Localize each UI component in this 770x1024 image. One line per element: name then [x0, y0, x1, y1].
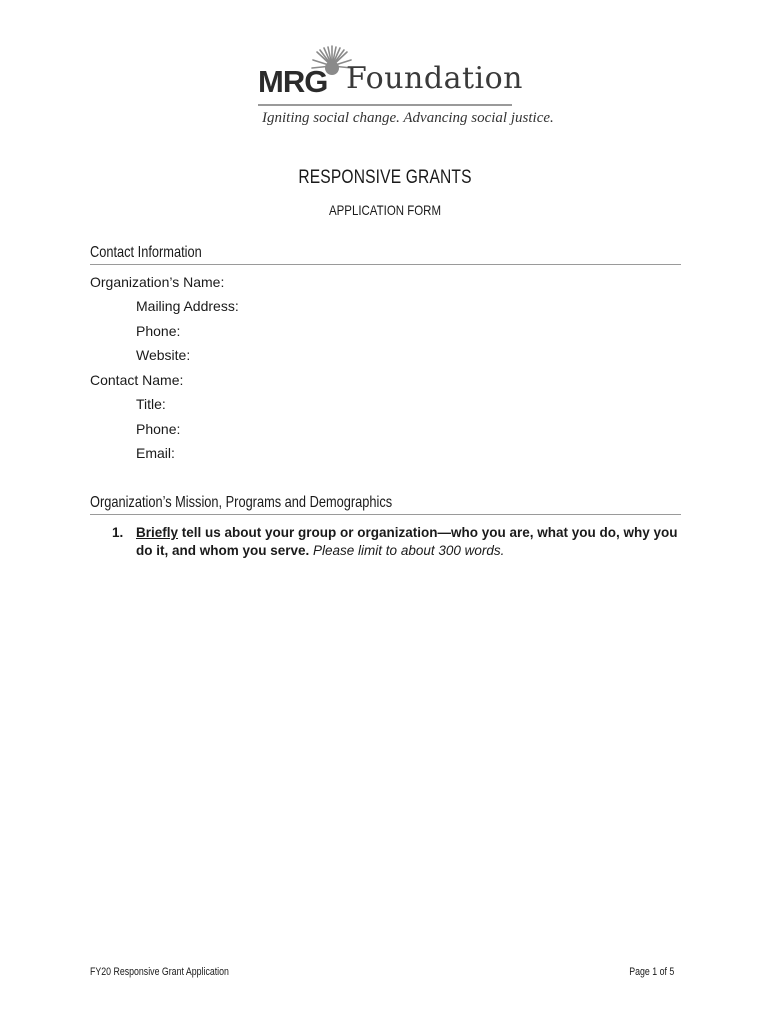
- footer-left: [90, 966, 264, 978]
- footer-page-text: Page 1 of 5: [628, 966, 674, 978]
- logo-divider: [258, 104, 512, 106]
- question-lead: Briefly: [136, 525, 179, 540]
- contact-name-label: Contact Name:: [90, 372, 184, 388]
- contact-phone-label: Phone:: [136, 421, 181, 437]
- contact-section-heading: [90, 244, 681, 265]
- document-title: RESPONSIVE GRANTS: [298, 167, 472, 188]
- title-label: Title:: [136, 396, 166, 412]
- org-name-label: Organization’s Name:: [90, 274, 225, 290]
- logo-brand: MRG: [258, 64, 328, 99]
- email-label: Email:: [136, 445, 175, 461]
- document-subtitle: APPLICATION FORM: [328, 202, 442, 218]
- website-label: Website:: [136, 347, 191, 363]
- mission-section-heading: [90, 494, 681, 515]
- mrg-foundation-logo: [258, 44, 554, 134]
- contact-heading-text: Contact Information: [90, 244, 202, 261]
- phone-label: Phone:: [136, 323, 181, 339]
- question-text: tell us about your group or organization—who you are, what you do, why you do it, and whom you serve.: [136, 525, 678, 558]
- logo-tagline: Igniting social change. Advancing social justice.: [262, 110, 554, 126]
- mailing-address-label: Mailing Address:: [136, 298, 239, 314]
- footer-left-text: FY20 Responsive Grant Application: [90, 966, 229, 978]
- footer-page-number: [618, 966, 674, 978]
- question-note: Please limit to about 300 words.: [309, 543, 505, 558]
- question-body: [136, 524, 696, 560]
- mission-heading-text: Organization’s Mission, Programs and Demographics: [90, 494, 393, 511]
- logo-name: Foundation: [346, 61, 524, 96]
- question-number: 1.: [112, 525, 124, 540]
